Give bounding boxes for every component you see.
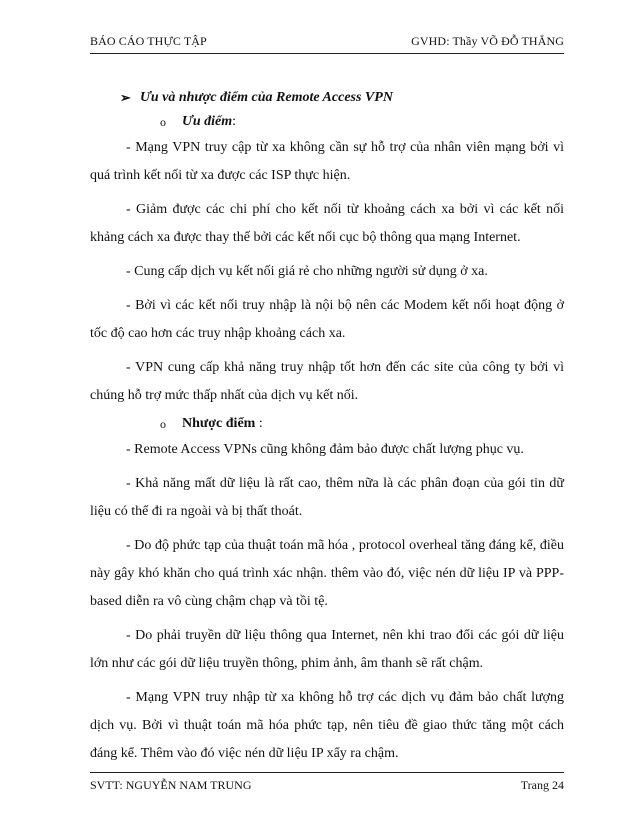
section-title: Ưu và nhược điểm của Remote Access VPN (140, 90, 393, 105)
advantages-suffix: : (232, 114, 237, 129)
circle-bullet-icon: o (160, 115, 166, 129)
page-body (90, 86, 564, 774)
advantage-item-2: - Giảm được các chi phí cho kết nối từ khoảng cách xa bởi vì các kết nối khảng cách xa được thay thế bởi các kết nối cục bộ thông qua mạng Internet. (90, 202, 564, 245)
header-rule (90, 53, 564, 54)
advantage-item-4: - Bởi vì các kết nối truy nhập là nội bộ nên các Modem kết nối hoạt động ở tốc độ cao hơn các truy nhập khoảng cách xa. (90, 298, 564, 341)
disadvantages-label: Nhược điểm (182, 416, 256, 431)
arrow-bullet-icon: ➢ (120, 90, 131, 105)
disadvantage-item-4: - Do phải truyền dữ liệu thông qua Internet, nên khi trao đổi các gói dữ liệu lớn như các gói dữ liệu truyền thông, phim ảnh, âm thanh sẽ rất chậm. (90, 628, 564, 671)
footer-rule (90, 772, 564, 773)
header-report-title: BÁO CÁO THỰC TẬP (90, 34, 207, 48)
page-header (90, 34, 564, 50)
disadvantages-suffix: : (255, 416, 263, 431)
disadvantage-item-1: - Remote Access VPNs cũng không đảm bảo được chất lượng phục vụ. (126, 442, 524, 457)
advantage-item-1: - Mạng VPN truy cập từ xa không cần sự hỗ trợ của nhân viên mạng bởi vì quá trình kết nối từ xa được các ISP thực hiện. (90, 140, 564, 183)
header-supervisor: GVHD: Thầy VÕ ĐỖ THẮNG (411, 34, 564, 48)
advantages-heading (160, 110, 564, 134)
disadvantages-heading (160, 412, 564, 436)
advantages-label: Ưu điểm (182, 114, 233, 129)
disadvantage-item-2: - Khả năng mất dữ liệu là rất cao, thêm nữa là các phân đoạn của gói tin dữ liệu có thể đi ra ngoài và bị thất thoát. (90, 476, 564, 519)
circle-bullet-icon: o (160, 417, 166, 431)
section-heading (120, 86, 564, 110)
disadvantage-item-5: - Mạng VPN truy nhập từ xa không hỗ trợ các dịch vụ đảm bảo chất lượng dịch vụ. Bởi vì thuật toán mã hóa phức tạp, nên tiêu đề giao thức tăng một cách đáng kể. Thêm vào đó việc nén dữ liệu IP xẩy ra chậm. (90, 690, 564, 761)
footer-student: SVTT: NGUYỄN NAM TRUNG (90, 778, 252, 792)
advantage-item-5: - VPN cung cấp khả năng truy nhập tốt hơn đến các site của công ty bởi vì chúng hỗ trợ mức thấp nhất của dịch vụ kết nối. (90, 360, 564, 403)
footer-page-number: Trang 24 (520, 778, 564, 792)
page-footer (90, 778, 564, 794)
disadvantage-item-3: - Do độ phức tạp của thuật toán mã hóa , protocol overheal tăng đáng kể, điều này gây khó khăn cho quá trình xác nhận. thêm vào đó, việc nén dữ liệu IP và PPP-based diễn ra vô cùng chậm chạp và tồi tệ. (90, 538, 564, 609)
advantage-item-3: - Cung cấp dịch vụ kết nối giá rẻ cho những người sử dụng ở xa. (126, 264, 488, 279)
